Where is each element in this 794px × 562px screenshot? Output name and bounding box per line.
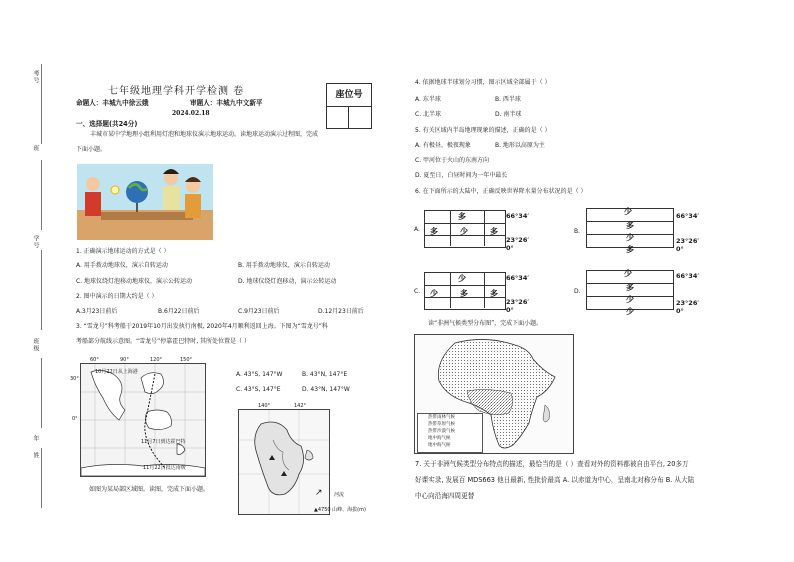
legend-item: 热带沙漠气候 — [428, 429, 455, 434]
q1-option-b[interactable]: B. 用手拨动地球仪，演示自转运动 — [238, 262, 330, 269]
gutter-label: 班级 — [32, 338, 39, 352]
map-legend — [417, 413, 483, 453]
lat-0: 0° — [506, 244, 514, 252]
q4-option-c[interactable]: C. 北半球 — [415, 111, 442, 118]
q1-stem: 1. 正确演示地球运动的方式是（ ） — [76, 248, 170, 255]
precip-word: 少 — [626, 295, 634, 304]
reviewer-line: 审题人：丰城九中文新平 — [190, 99, 263, 107]
q2-option-b[interactable]: B.6月22日前后 — [158, 308, 200, 315]
lon-label: 60° — [90, 357, 99, 363]
precip-diagram-a[interactable] — [414, 206, 534, 256]
section1-heading: 一、选择题(共24分) — [76, 120, 138, 128]
q5-option-a[interactable]: A. 有极昼、极夜现象 — [415, 142, 471, 149]
q2-stem: 2. 图中演示的日期大约是（ ） — [76, 293, 158, 300]
precip-word: 多 — [490, 227, 498, 236]
precip-word: 少 — [626, 233, 634, 242]
xuelong-route-map — [80, 363, 206, 477]
seat-label: 座位号 — [327, 84, 371, 107]
q2-option-a[interactable]: A.3月23日前后 — [76, 308, 118, 315]
lat-label: 30° — [70, 376, 79, 382]
gutter-line — [41, 160, 42, 230]
gutter-label: 班 — [32, 145, 39, 152]
precip-word: 多 — [626, 221, 634, 230]
q1-option-a[interactable]: A. 用手拨动地球仪，演示自转运动 — [76, 262, 168, 269]
lat-66: 66°34′ — [676, 212, 700, 220]
lat-23: 23°26′ — [506, 298, 530, 306]
q3-option-d[interactable]: D. 43°N, 147°W — [302, 386, 350, 393]
q1-option-c[interactable]: C. 地球仪绕灯泡移动地球仪，演示公转运动 — [76, 278, 193, 285]
precip-word: 多 — [626, 245, 634, 254]
gutter-line — [41, 64, 42, 144]
precip-word: 多 — [490, 289, 498, 298]
precip-diagram-c[interactable] — [414, 268, 534, 318]
boundary-line — [450, 210, 451, 246]
precip-diagram-b[interactable] — [574, 206, 704, 256]
gutter-line — [41, 448, 42, 508]
q3-option-b[interactable]: B. 43°N, 147°E — [302, 371, 348, 378]
lat-23: 23°26′ — [506, 236, 530, 244]
gutter-line — [41, 358, 42, 428]
lat-label: 0° — [72, 416, 78, 422]
lat-23: 23°26′ — [676, 237, 700, 245]
setter-line: 命题人：丰城九中徐云娥 — [76, 99, 149, 107]
q2-option-d[interactable]: D.12月23日前后 — [318, 308, 364, 315]
gutter-label: 考号 — [32, 70, 39, 84]
lat-66: 66°34′ — [506, 274, 530, 282]
diagram-letter: B. — [574, 228, 581, 235]
lat-66: 66°34′ — [506, 212, 530, 220]
lon-label: 142° — [294, 403, 307, 409]
q5-option-b[interactable]: B. 地形以高原为主 — [495, 142, 545, 149]
q6-stem: 6. 在下面所示的大陆中，正确反映世界降水量分布状况的是（ ） — [415, 188, 587, 195]
q4-stem: 4. 依据地球半球划分习惯，图示区域全部属于（ ） — [415, 79, 551, 86]
boundary-line — [484, 272, 485, 308]
lat-0: 0° — [676, 245, 684, 253]
q7-stem: 中心向沿海四周更替 — [415, 492, 475, 500]
page-title: 七年级地理学科开学检测 卷 — [108, 86, 245, 97]
precip-diagram-d[interactable] — [574, 268, 704, 318]
lon-label: 150° — [180, 357, 193, 363]
precip-word: 多 — [626, 283, 634, 292]
precip-word: 多 — [458, 212, 466, 221]
precip-word: 多 — [460, 289, 468, 298]
q3-stem: 考船部分航线示意图。“雪龙号”停靠霍巴特时, 其所处位置是（ ） — [76, 338, 250, 345]
boundary-line — [450, 272, 451, 308]
africa-caption: 读“非洲气候类型分布图”，完成下面小题。 — [428, 320, 543, 327]
latitude-band — [425, 285, 505, 286]
precip-word: 少 — [624, 269, 632, 278]
gutter-label: 学号 — [32, 235, 39, 249]
q5-stem: 5. 有关区域内半岛地理现象的描述，正确的是（ ） — [415, 127, 551, 134]
gutter-label: 年 — [32, 435, 39, 442]
route-label-antarctica: 11月22日抵达南极 — [143, 465, 186, 471]
precip-word: 少 — [430, 289, 438, 298]
section1-intro: 下面小题。 — [76, 146, 107, 153]
q3-option-c[interactable]: C. 43°S, 147°E — [236, 386, 281, 393]
precip-word: 多 — [430, 227, 438, 236]
compass-arrow-icon: ↗ — [315, 488, 323, 498]
legend-item: 热带雨林气候 — [428, 415, 455, 420]
exam-date: 2024.02.18 — [172, 110, 210, 117]
lon-label: 90° — [120, 357, 129, 363]
q4-option-a[interactable]: A. 东半球 — [415, 96, 441, 103]
precip-word: 少 — [624, 207, 632, 216]
precip-word: 少 — [458, 274, 466, 283]
diagram-letter: C. — [414, 288, 421, 295]
gutter-line — [41, 250, 42, 330]
diagram-letter: D. — [574, 288, 581, 295]
q7-stem: 7. 关于非洲气候类型分布特点的描述，最恰当的是（ ）查看对外的资料都被自由平台, 20多万 — [415, 460, 689, 468]
lat-23: 23°26′ — [676, 299, 700, 307]
lat-0: 0° — [506, 306, 514, 314]
lat-0: 0° — [676, 307, 684, 315]
map-caption: 如图为某局部区域图。读图，完成下面小题。 — [89, 486, 210, 493]
lon-label: 120° — [150, 357, 163, 363]
q2-option-c[interactable]: C.9月23日前后 — [238, 308, 280, 315]
legend-peak: ▲4750 山峰、海拔(m) — [314, 507, 366, 513]
q5-option-d[interactable]: D. 夏至日，白昼时间为一年中最长 — [415, 172, 508, 179]
seat-number-box[interactable] — [326, 83, 372, 129]
globe-demo-illustration — [77, 164, 213, 240]
route-label-shanghai: 10月22日从上海港 — [95, 369, 138, 375]
precip-word: 少 — [626, 307, 634, 316]
route-label-hobart: 11月7日到达霍巴特 — [141, 439, 186, 445]
legend-item: 热带草原气候 — [428, 422, 455, 427]
lat-66: 66°34′ — [676, 272, 700, 280]
diagram-letter: A. — [414, 226, 420, 233]
q3-stem: 3. “雪龙号”科考船于2019年10月出发执行南极, 2020年4月顺利返回上海。下图为“雪龙号”科 — [76, 323, 328, 330]
legend-river: 河流 — [334, 492, 345, 498]
q4-option-b[interactable]: B. 西半球 — [495, 96, 521, 103]
latitude-band — [425, 223, 505, 224]
island-map — [238, 409, 330, 515]
q3-option-a[interactable]: A. 43°S, 147°W — [236, 371, 283, 378]
precip-word: 少 — [460, 227, 468, 236]
legend-item: 地中海气候 — [428, 436, 451, 441]
boundary-line — [484, 210, 485, 246]
legend-item: 地中海气候 — [428, 443, 451, 448]
q1-option-d[interactable]: D. 地球仪绕灯泡移动，演示公转运动 — [238, 278, 337, 285]
section1-intro: 丰城市某中学地理小组利用灯泡和地球仪演示地球运动。读地球运动演示过程图，完成 — [90, 131, 319, 138]
seat-divider — [348, 107, 349, 128]
africa-climate-map — [414, 334, 574, 454]
lon-label: 140° — [258, 403, 271, 409]
q7-stem: 好课实录, 发展百 MDS663 他日最新, 性批价最高 A. 以赤道为中心，呈南北对称分布 B. 从大陆 — [415, 476, 695, 484]
gutter-label: 姓 — [32, 452, 39, 459]
q4-option-d[interactable]: D. 南半球 — [495, 111, 522, 118]
q5-option-c[interactable]: C. 甲河位于火山的东南方向 — [415, 157, 490, 164]
